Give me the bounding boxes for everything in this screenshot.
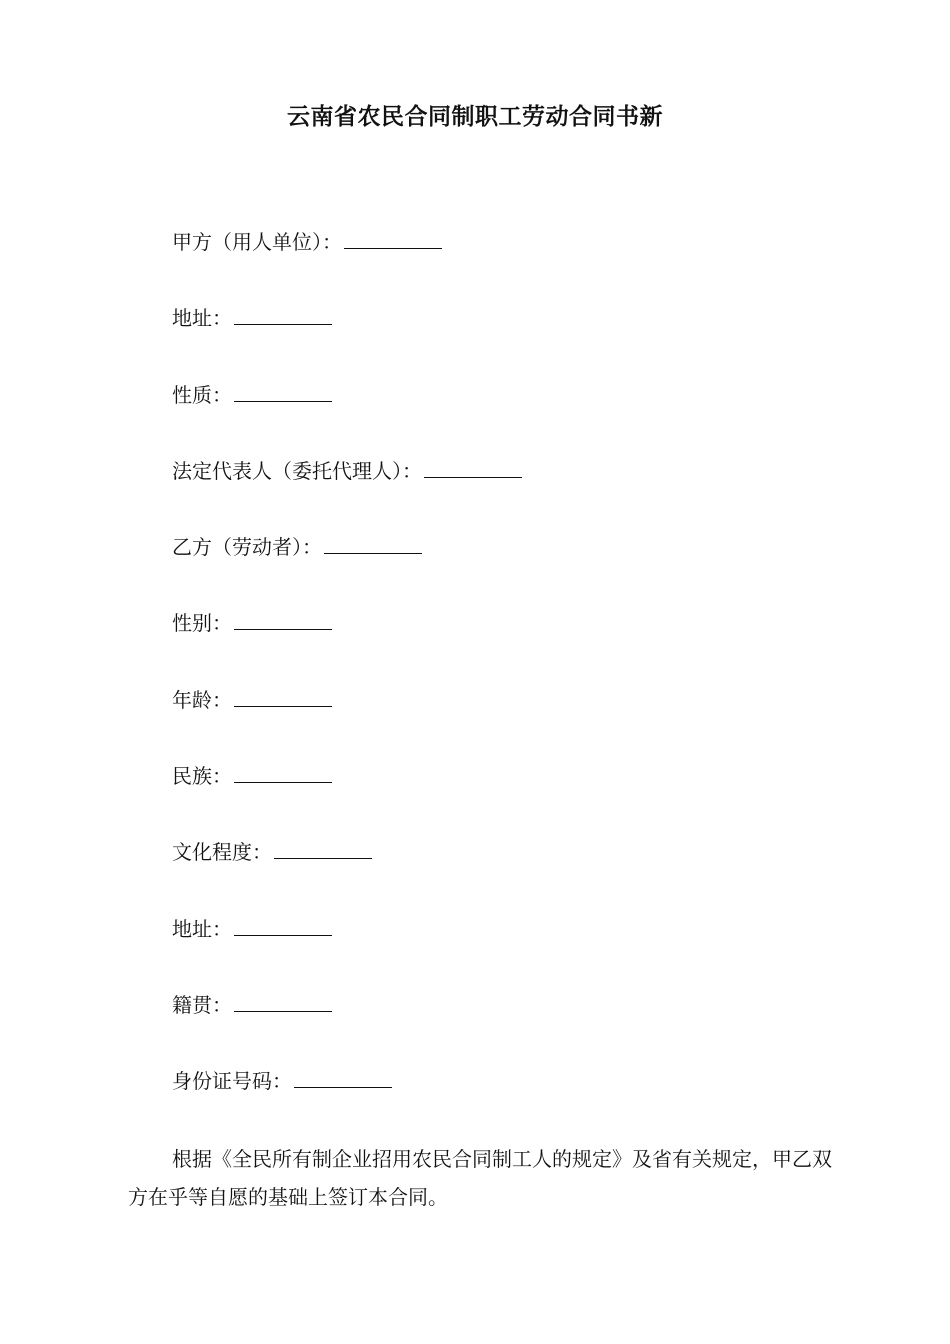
field-gender xyxy=(172,607,522,683)
field-employer xyxy=(172,226,522,302)
field-native-place xyxy=(172,989,522,1065)
field-ethnicity xyxy=(172,760,522,836)
field-label: 身份证号码： xyxy=(172,1069,292,1094)
document-title: 云南省农民合同制职工劳动合同书新 xyxy=(287,104,663,130)
fill-in-blank[interactable] xyxy=(324,531,422,554)
fill-in-blank[interactable] xyxy=(294,1065,392,1088)
field-label: 法定代表人（委托代理人）： xyxy=(172,458,422,483)
field-education xyxy=(172,836,522,912)
field-label: 文化程度： xyxy=(172,840,272,865)
fill-in-blank[interactable] xyxy=(234,760,332,783)
fill-in-blank[interactable] xyxy=(234,607,332,630)
field-label: 甲方（用人单位）： xyxy=(172,230,342,254)
fill-in-blank[interactable] xyxy=(234,302,332,325)
fill-in-blank[interactable] xyxy=(234,989,332,1012)
field-label: 籍贯： xyxy=(172,992,232,1017)
field-label: 乙方（劳动者）： xyxy=(172,535,322,560)
field-label: 民族： xyxy=(172,764,232,789)
field-employee xyxy=(172,531,522,607)
field-label: 年龄： xyxy=(172,687,232,712)
field-legal-representative xyxy=(172,455,522,531)
fill-in-blank[interactable] xyxy=(424,455,522,478)
field-label: 地址： xyxy=(172,306,232,331)
contract-preamble-paragraph: 根据《全民所有制企业招用农民合同制工人的规定》及省有关规定，甲乙双方在乎等自愿的基础上签订本合同。 xyxy=(128,1147,832,1209)
field-employer-address xyxy=(172,302,522,378)
field-employee-address xyxy=(172,913,522,989)
contract-fields xyxy=(172,226,522,1142)
fill-in-blank[interactable] xyxy=(234,379,332,402)
field-nature xyxy=(172,379,522,455)
field-label: 地址： xyxy=(172,916,232,941)
field-age xyxy=(172,684,522,760)
fill-in-blank[interactable] xyxy=(344,226,442,249)
field-label: 性质： xyxy=(172,382,232,407)
fill-in-blank[interactable] xyxy=(234,913,332,936)
field-id-number xyxy=(172,1065,522,1141)
field-label: 性别： xyxy=(172,611,232,636)
fill-in-blank[interactable] xyxy=(234,684,332,707)
fill-in-blank[interactable] xyxy=(274,836,372,859)
